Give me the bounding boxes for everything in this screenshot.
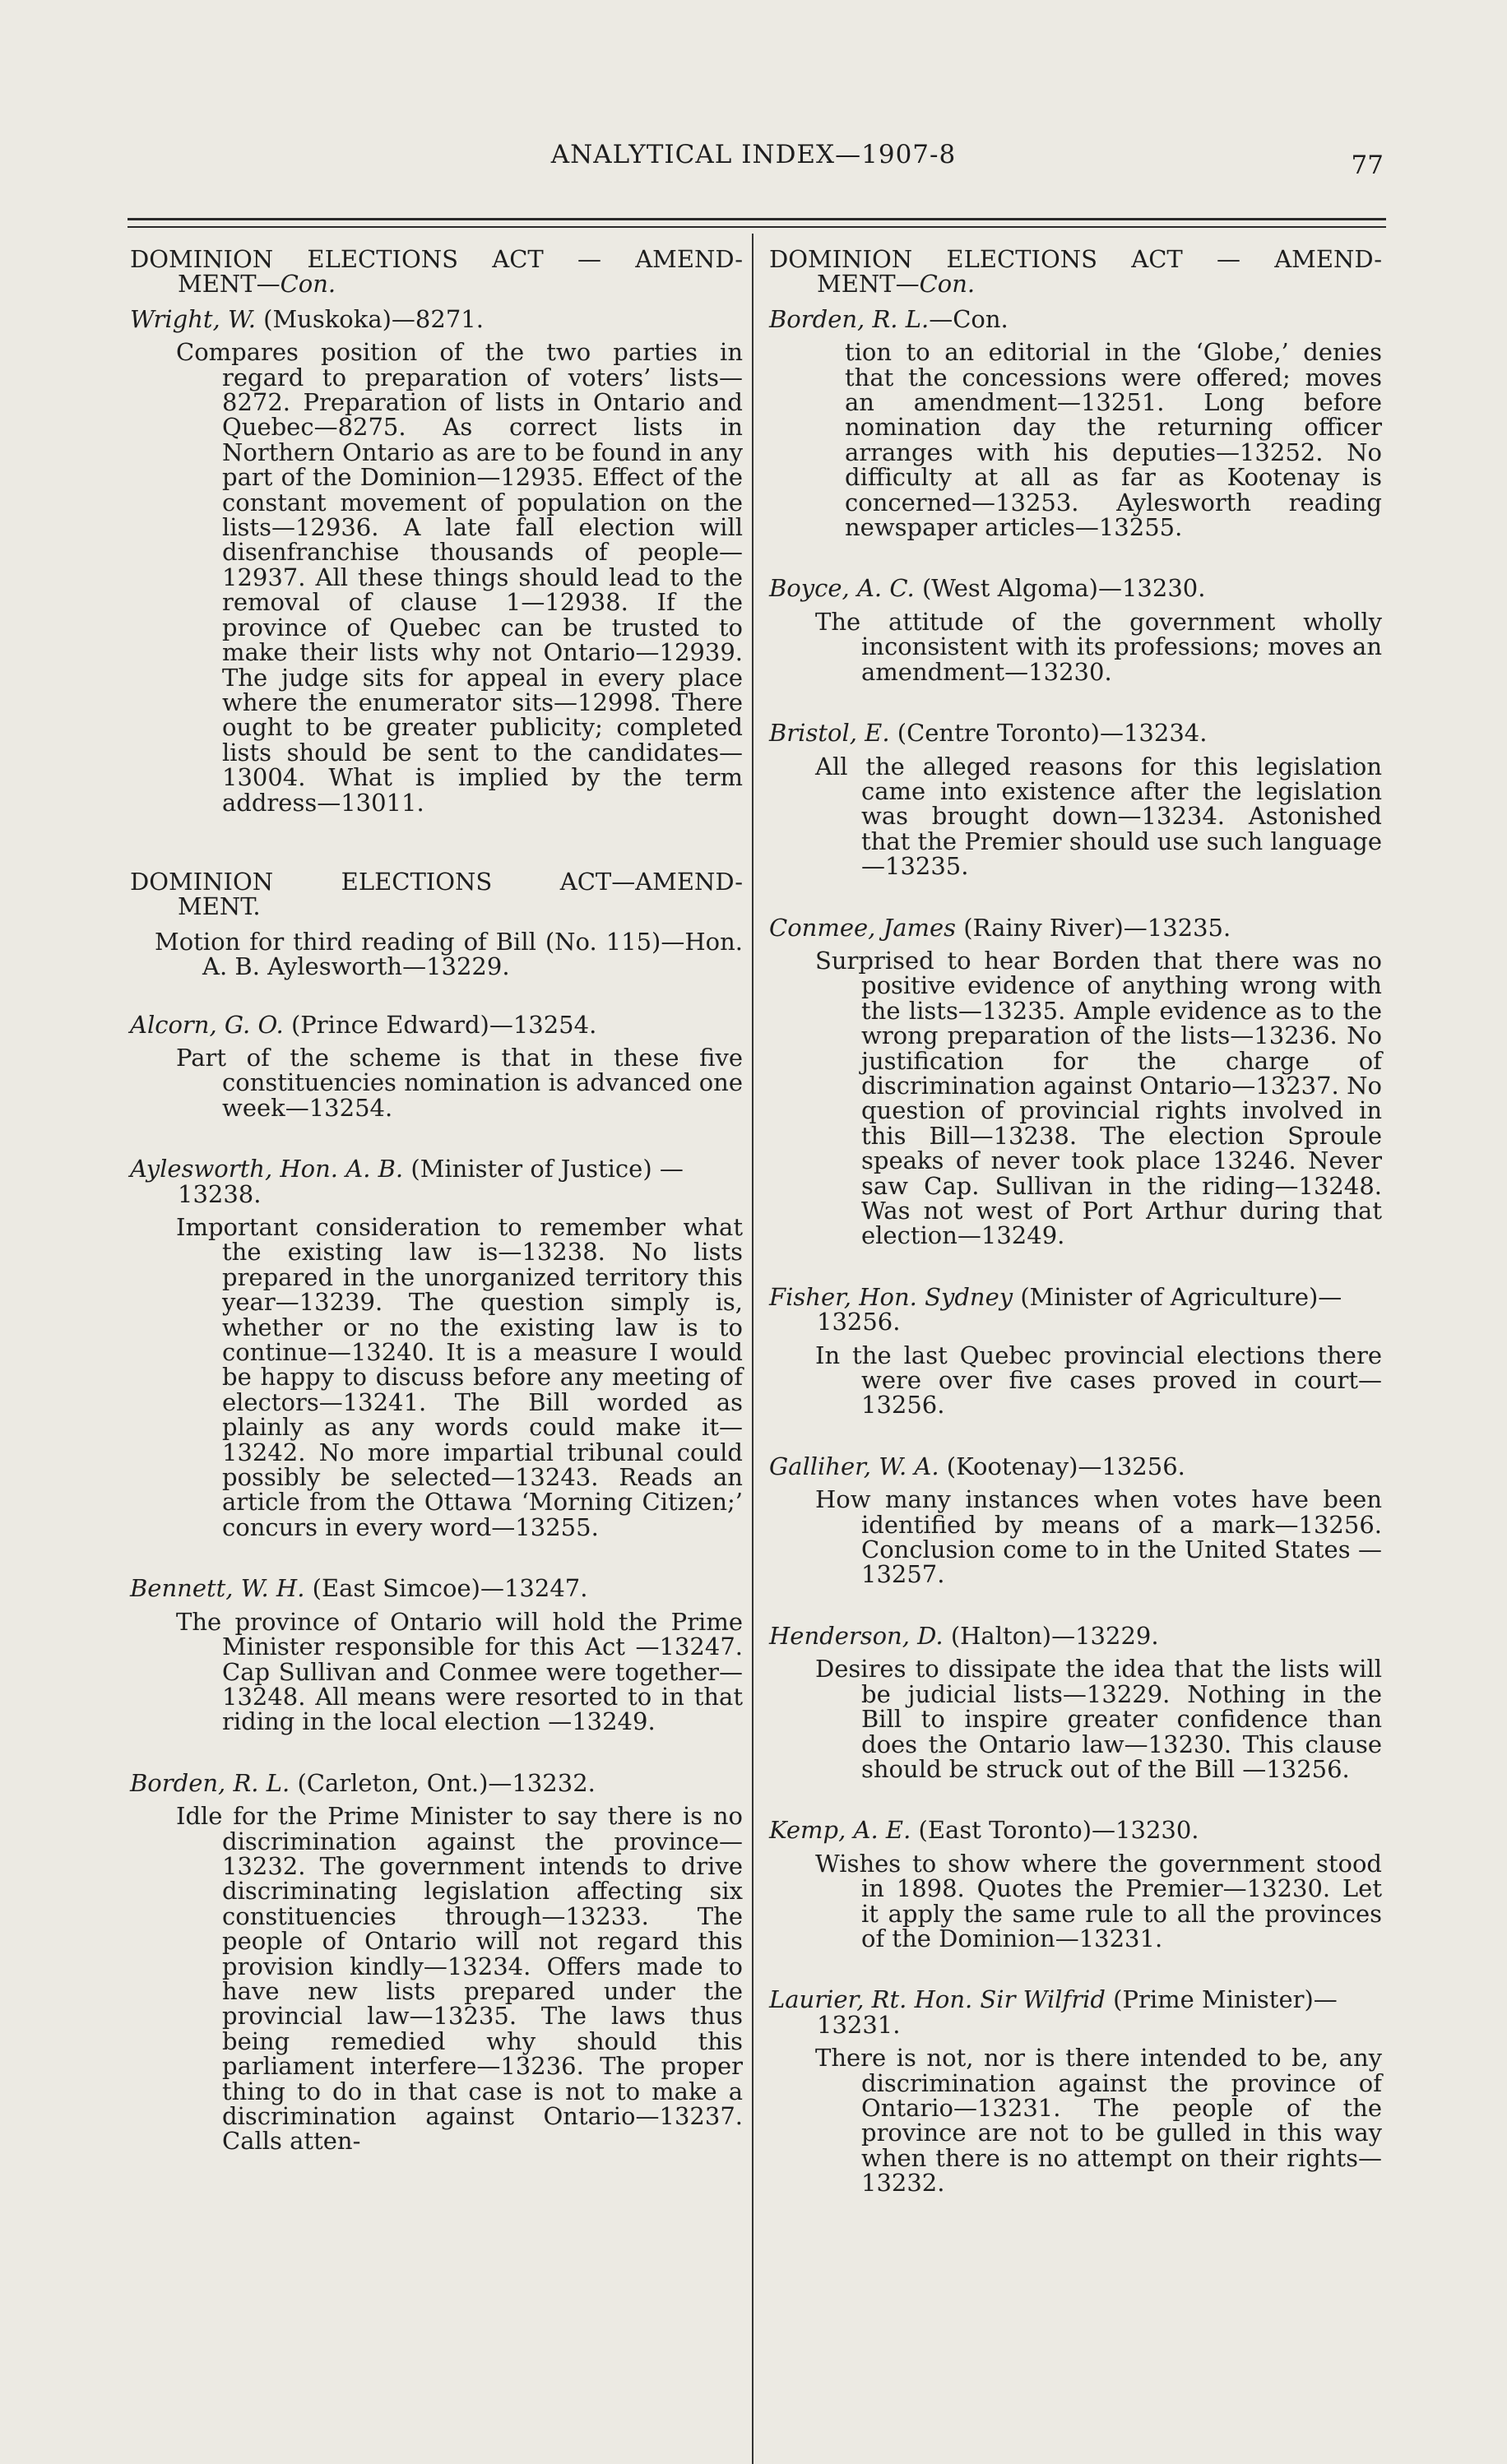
speaker-name: Aylesworth, Hon. A. B.: [130, 1155, 404, 1183]
speaker-name: Borden, R. L.: [769, 304, 930, 333]
entry-speaker: [130, 1012, 743, 1037]
entry-speaker: [769, 915, 1382, 940]
index-entry-conmee: [769, 915, 1382, 1248]
entry-speaker: [130, 1156, 743, 1207]
speaker-ref: (Halton)—13229.: [943, 1621, 1159, 1650]
speaker-name: Bennett, W. H.: [130, 1574, 305, 1603]
section-heading-main: DOMINION ELECTIONS ACT — AMEND-: [130, 245, 743, 273]
speaker-ref: (Muskoka)—8271.: [255, 304, 484, 333]
speaker-name: Fisher, Hon. Sydney: [769, 1282, 1013, 1311]
index-entry-borden: [130, 1768, 743, 2156]
left-column: [130, 247, 743, 2190]
speaker-name: Conmee, James: [769, 913, 957, 942]
entry-summary: All the alleged reasons for this legislation came into existence after the legislation was brought down—13234. Astonished that the Premier should use such language—13235.: [815, 752, 1382, 881]
speaker-name: Boyce, A. C.: [769, 574, 915, 603]
entry-summary: How many instances when votes have been identified by means of a mark—13256. Conclusion come to in the United States —13257.: [815, 1485, 1382, 1589]
section-heading-cont: [130, 270, 743, 299]
entry-speaker: [769, 304, 1382, 333]
index-entry-wright: [130, 304, 743, 817]
entry-summary: Important consideration to remember what the existing law is—13238. No lists prepared in the unorganized territory this year—13239. The question simply is, whether or no the existing law is to continue—13240. It is a measure I would be happy to discuss before any meeting of electors—13241. The Bill worded as plainly as any words could make it—13242. No more impartial tribunal could possibly be selected—13243. Reads an article from the Ottawa ‘Morning Citizen;’ concurs in every word—13255.: [176, 1213, 743, 1541]
header-rule-bottom: [128, 226, 1386, 228]
entry-summary: The province of Ontario will hold the Prime Minister responsible for this Act —13247. Cap Sullivan and Conmee were together—13248. All means were resorted to in that riding in the local election —13249.: [176, 1607, 743, 1736]
entry-speaker: [130, 1574, 743, 1603]
section-heading: [130, 247, 743, 297]
section-gap: [130, 851, 743, 869]
column-divider: [752, 234, 754, 2464]
speaker-ref: (East Simcoe)—13247.: [304, 1574, 588, 1603]
section-heading-main: DOMINION ELECTIONS ACT—AMEND-: [130, 867, 743, 896]
entry-summary: In the last Quebec provincial elections there were over five cases proved in court—13256.: [815, 1341, 1382, 1420]
speaker-ref: —Con.: [929, 304, 1009, 333]
speaker-name: Alcorn, G. O.: [130, 1010, 284, 1039]
index-entry-galliher: [769, 1454, 1382, 1587]
entry-speaker: [769, 1816, 1382, 1845]
section-heading: [130, 869, 743, 919]
entry-speaker: [130, 304, 743, 333]
entry-speaker: [769, 719, 1382, 748]
speaker-ref: (Prime Minister)—13231.: [817, 1985, 1338, 2039]
section-heading-cont-text: MENT—: [817, 270, 920, 299]
speaker-ref: (Prince Edward)—13254.: [283, 1010, 597, 1039]
entry-speaker: [769, 1282, 1382, 1336]
entry-speaker: [769, 1454, 1382, 1479]
index-entry-bristol: [769, 719, 1382, 881]
running-title: ANALYTICAL INDEX—1907-8: [550, 140, 957, 169]
speaker-name: Bristol, E.: [769, 719, 890, 748]
section-heading: [769, 247, 1382, 297]
entry-summary: The attitude of the government wholly inconsistent with its professions; moves an amendment—13230.: [815, 607, 1382, 686]
speaker-name: Wright, W.: [130, 304, 256, 333]
section-heading-cont-text: MENT—: [178, 270, 281, 299]
index-entry-fisher: [769, 1282, 1382, 1420]
speaker-ref: (West Algoma)—13230.: [914, 574, 1206, 603]
right-column: [769, 247, 1382, 2232]
index-entry-alcorn: [130, 1012, 743, 1121]
speaker-name: Kemp, A. E.: [769, 1816, 911, 1845]
index-entry-kemp: [769, 1818, 1382, 1951]
speaker-ref: (Rainy River)—13235.: [956, 913, 1231, 942]
speaker-name: Borden, R. L.: [130, 1768, 290, 1797]
section-heading-cont-italic: Con.: [919, 270, 976, 299]
header-rule-top: [128, 218, 1386, 220]
speaker-ref: (Minister of Justice) —13238.: [178, 1155, 684, 1208]
speaker-ref: (East Toronto)—13230.: [911, 1816, 1199, 1845]
motion-line: Motion for third reading of Bill (No. 115)—Hon. A. B. Aylesworth—13229.: [155, 927, 743, 981]
entry-summary: tion to an editorial in the ‘Globe,’ denies that the concessions were offered; moves an amendment—13251. Long before nomination day the returning officer arranges with his deputies—13252. No difficulty at all as far as Kootenay is concerned—13253. Aylesworth reading newspaper articles—13255.: [845, 338, 1382, 542]
index-entry-henderson: [769, 1623, 1382, 1781]
entry-speaker: [769, 1623, 1382, 1648]
index-entry-aylesworth: [130, 1156, 743, 1540]
speaker-ref: (Kootenay)—13256.: [939, 1452, 1185, 1480]
index-entry-borden-con: [769, 304, 1382, 542]
speaker-name: Henderson, D.: [769, 1621, 944, 1650]
section-heading-cont: MENT.: [178, 892, 261, 921]
section-heading-cont: [769, 270, 1382, 299]
entry-speaker: [769, 1987, 1382, 2037]
entry-summary: Idle for the Prime Minister to say there is no discrimination against the province—13232. The government intends to drive discriminating legislation affecting six constituencies through—13233. The people of Ontario will not regard this provision kindly—13234. Offers made to have new lists prepared under the provincial law—13235. The laws thus being remedied why should this parliament interfere—13236. The proper thing to do in that case is not to make a discrimination against Ontario—13237. Calls atten-: [176, 1802, 743, 2156]
speaker-ref: (Centre Toronto)—13234.: [889, 719, 1208, 748]
index-entry-boyce: [769, 576, 1382, 684]
entry-summary: There is not, nor is there intended to be, any discrimination against the province of Ontario—13231. The people of the province are not to be gulled in this way when there is no attempt on their rights—13232.: [815, 2044, 1382, 2198]
entry-summary: Part of the scheme is that in these five constituencies nomination is advanced one week—13254.: [176, 1043, 743, 1122]
page-number: 77: [1351, 151, 1384, 180]
section-heading-main: DOMINION ELECTIONS ACT — AMEND-: [769, 245, 1382, 273]
speaker-ref: (Minister of Agriculture)—13256.: [817, 1282, 1342, 1336]
entry-summary: Wishes to show where the government stood in 1898. Quotes the Premier—13230. Let it apply the same rule to all the provinces of the Dominion—13231.: [815, 1849, 1382, 1952]
speaker-name: Galliher, W. A.: [769, 1452, 939, 1480]
section-heading-cont-italic: Con.: [280, 270, 336, 299]
entry-speaker: [130, 1768, 743, 1797]
speaker-name: Laurier, Rt. Hon. Sir Wilfrid: [769, 1985, 1106, 2014]
index-entry-laurier: [769, 1985, 1382, 2198]
entry-summary: Compares position of the two parties in regard to preparation of voters’ lists—8272. Preparation of lists in Ontario and Quebec—8275. As correct lists in Northern Ontario as are to be found in any part of the Dominion—12935. Effect of the constant movement of population on the lists—12936. A late fall election will disenfranchise thousands of people—12937. All these things should lead to the removal of clause 1—12938. If the province of Quebec can be trusted to make their lists why not Ontario—12939. The judge sits for appeal in every place where the enumerator sits—12998. There ought to be greater publicity; completed lists should be sent to the candidates—13004. What is implied by the term address—13011.: [176, 338, 743, 817]
entry-summary: Surprised to hear Borden that there was no positive evidence of anything wrong with the lists—13235. Ample evidence as to the wrong preparation of the lists—13236. No justification for the charge of discrimination against Ontario—13237. No question of provincial rights involved in this Bill—13238. The election Sproule speaks of never took place 13246. Never saw Cap. Sullivan in the riding—13248. Was not west of Port Arthur during that election—13249.: [815, 946, 1382, 1250]
index-entry-bennett: [130, 1576, 743, 1734]
speaker-ref: (Carleton, Ont.)—13232.: [290, 1768, 596, 1797]
entry-summary: Desires to dissipate the idea that the lists will be judicial lists—13229. Nothing in the Bill to inspire greater confidence than does the Ontario law—13230. This clause should be struck out of the Bill —13256.: [815, 1655, 1382, 1783]
entry-speaker: [769, 574, 1382, 603]
